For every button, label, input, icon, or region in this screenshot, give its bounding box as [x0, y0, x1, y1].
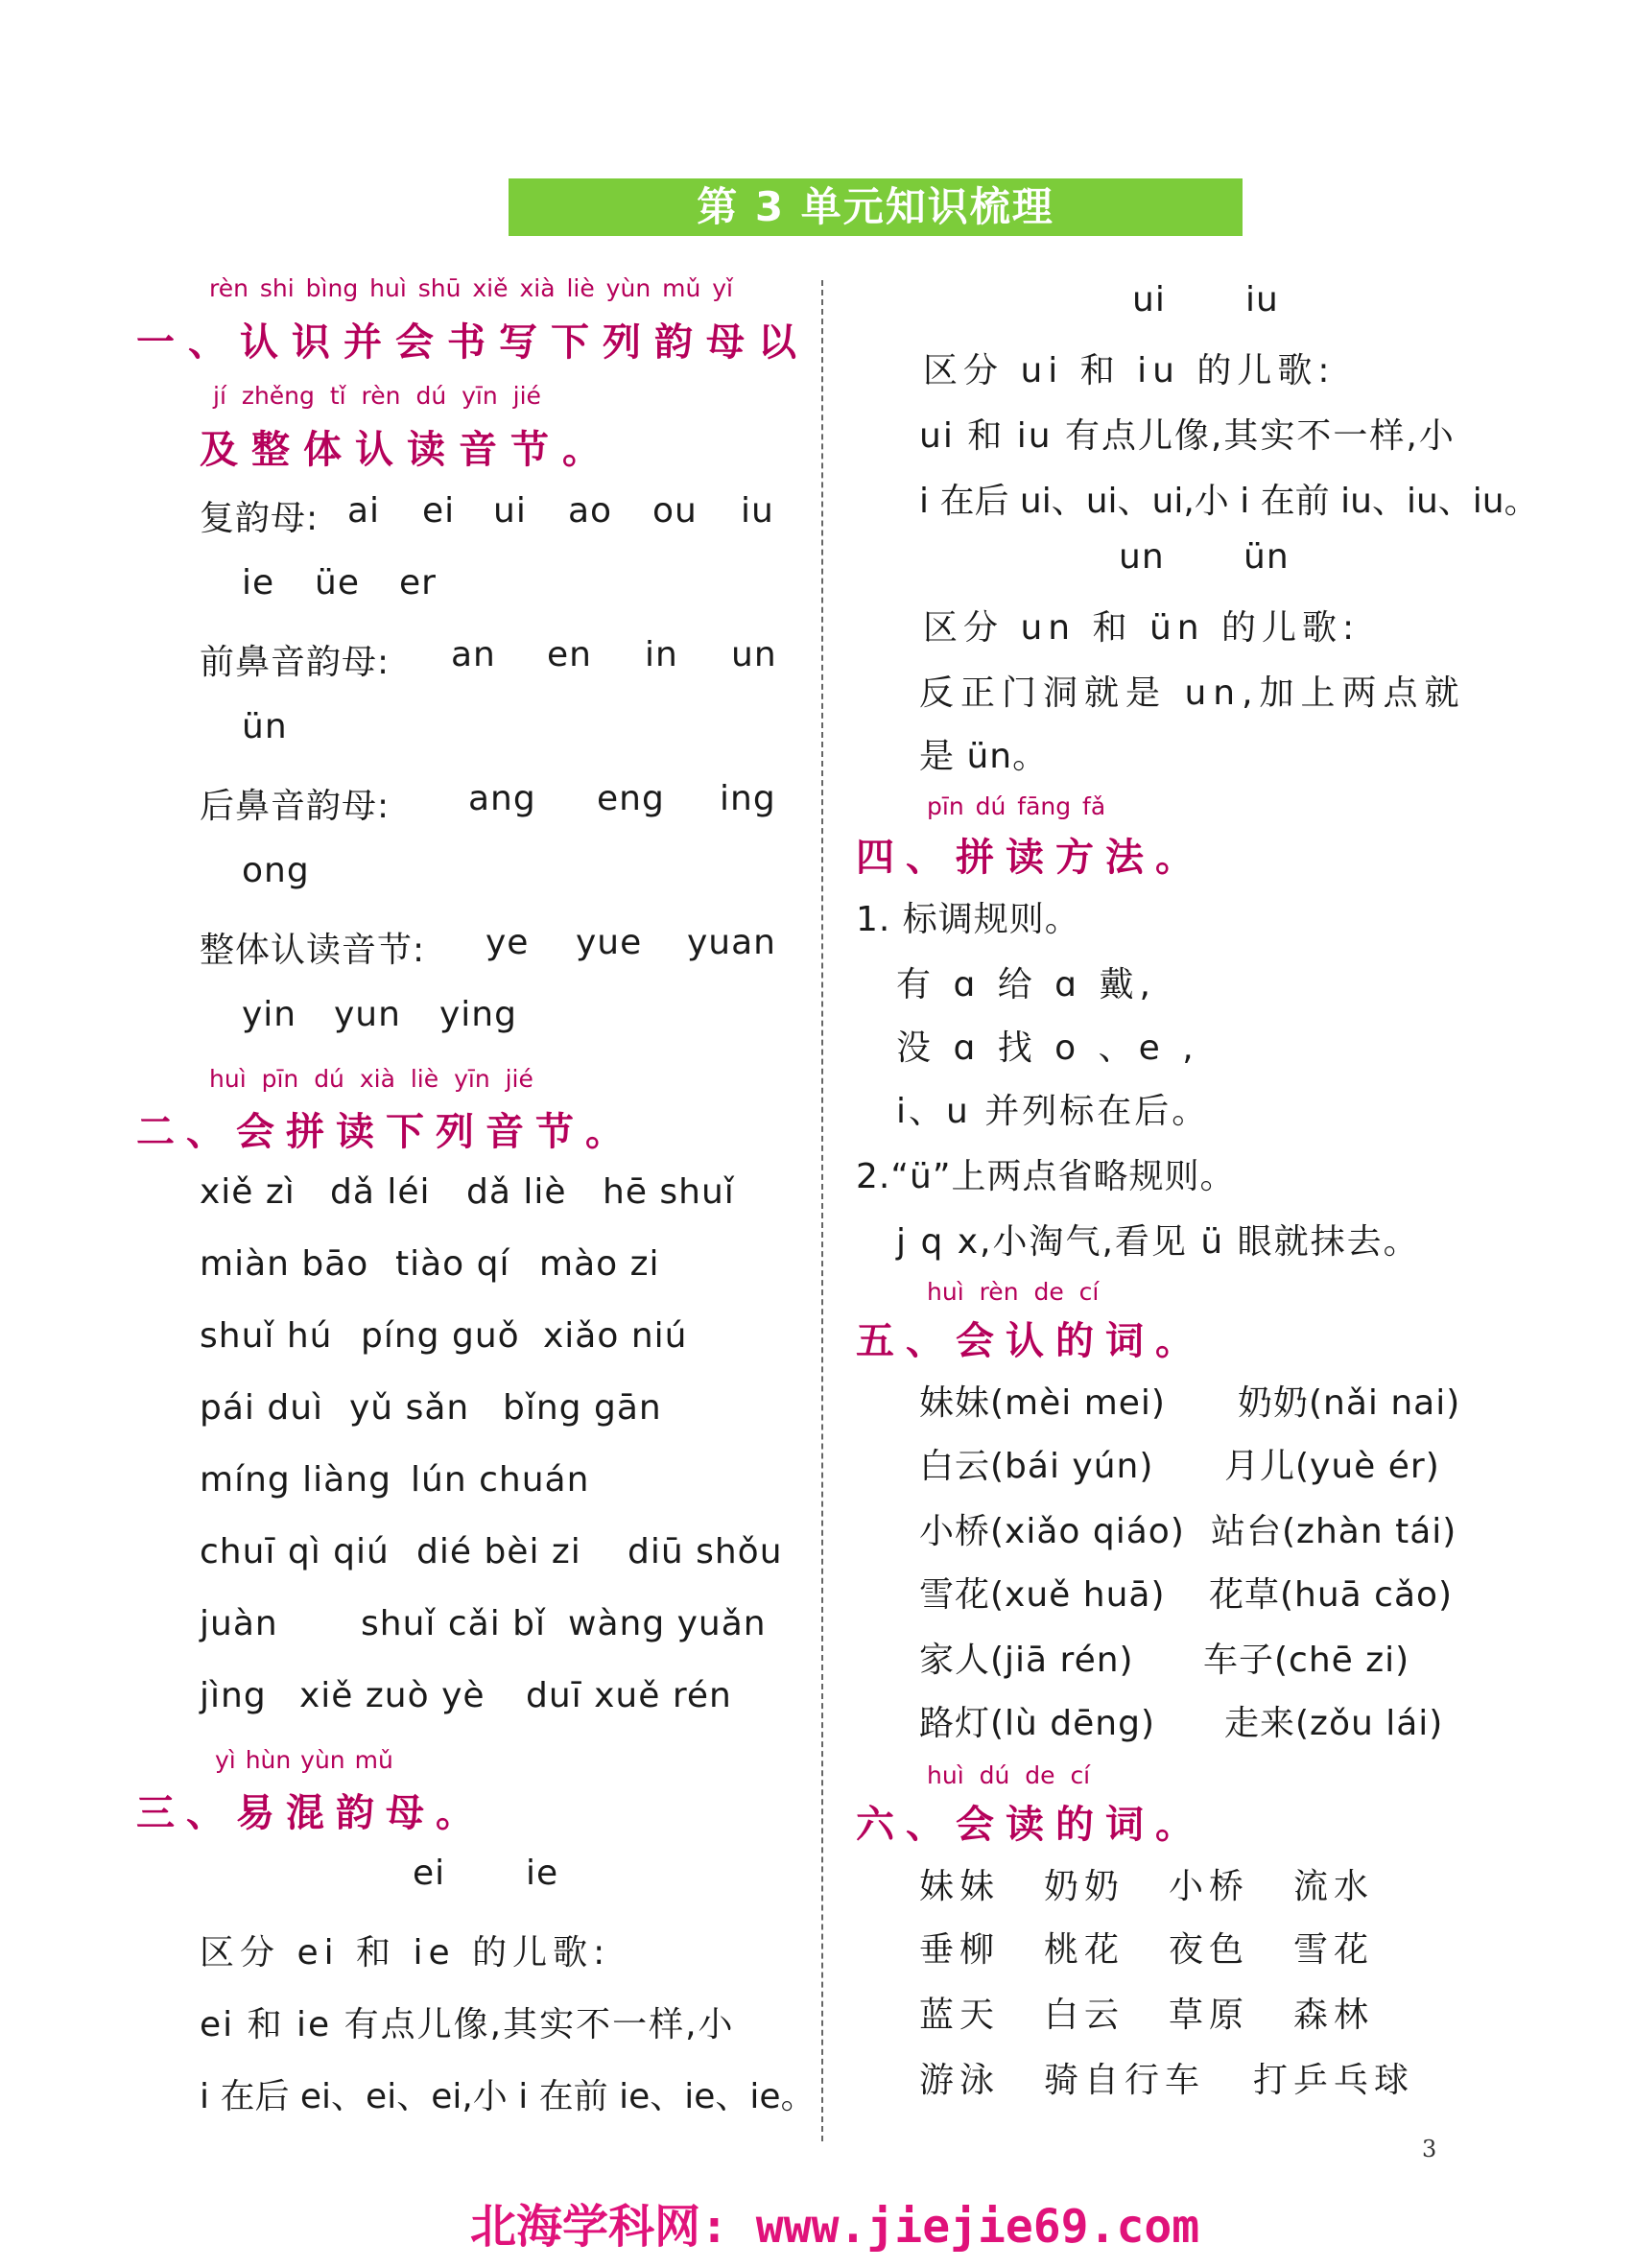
pair3-intro: 区分 un 和 ün 的儿歌: [923, 608, 1361, 648]
pair2-line1: ui 和 iu 有点儿像,其实不一样,小 [919, 416, 1456, 456]
fuyunmu-item: üe [315, 563, 360, 602]
syllable: dǎ liè [466, 1172, 567, 1212]
rule-item-2: 2.“ü”上两点省略规则。 [856, 1157, 1236, 1196]
syllable: mào zi [539, 1244, 660, 1284]
word-item: 打乒乓球 [1253, 2061, 1415, 2100]
section4-heading: 四、拼读方法。 [856, 836, 1205, 880]
zhengti-item: ye [485, 923, 530, 962]
fuyunmu-item: ai [347, 491, 381, 531]
pair2-line2: i 在后 ui、ui、ui,小 i 在前 iu、iu、iu。 [919, 482, 1539, 521]
rule-line: j q x,小淘气,看见 ü 眼就抹去。 [896, 1222, 1420, 1262]
fuyunmu-item: ie [242, 563, 275, 602]
word-item: 蓝天 [919, 1996, 1001, 2035]
syllable: xiǎo niú [543, 1316, 688, 1356]
section3-heading: 三、易混韵母。 [136, 1791, 485, 1835]
qianbi-label: 前鼻音韵母: [200, 643, 391, 682]
footer-watermark[interactable]: 北海学科网: www.jiejie69.com [470, 2200, 1200, 2254]
fuyunmu-item: ei [422, 491, 456, 531]
word-item: 妹妹 [919, 1867, 1001, 1906]
word-item: 花草(huā cǎo) [1209, 1575, 1454, 1615]
qianbi-item: en [547, 635, 592, 674]
word-item: 小桥 [1169, 1867, 1250, 1906]
houbi-item: eng [597, 779, 665, 818]
syllable: xiě zuò yè [299, 1676, 485, 1715]
word-item: 森林 [1293, 1996, 1375, 2035]
pair1-line1: ei 和 ie 有点儿像,其实不一样,小 [200, 2005, 735, 2044]
word-item: 雪花(xuě huā) [919, 1575, 1166, 1615]
word-item: 流水 [1293, 1867, 1375, 1906]
word-item: 车子(chē zi) [1203, 1641, 1410, 1680]
page-number: 3 [1422, 2136, 1437, 2162]
fuyunmu-label: 复韵母: [200, 499, 320, 538]
syllable: hē shuǐ [603, 1172, 735, 1212]
pair-item: ün [1243, 537, 1290, 577]
section1-heading-1: 一、认识并会书写下列韵母以 [136, 320, 810, 365]
word-item: 草原 [1169, 1996, 1250, 2035]
word-item: 站台(zhàn tái) [1211, 1512, 1457, 1551]
rule-line: i、u 并列标在后。 [896, 1092, 1210, 1131]
zhengti-label: 整体认读音节: [200, 931, 426, 970]
section1-pinyin-2: jí zhěng tǐ rèn dú yīn jié [213, 382, 541, 410]
word-item: 骑自行车 [1044, 2061, 1206, 2100]
houbi-item: ing [720, 779, 776, 818]
pair-item: ei [413, 1854, 446, 1893]
word-item: 奶奶(nǎi nai) [1238, 1383, 1461, 1423]
section1-heading-2: 及整体认读音节。 [200, 428, 614, 472]
section2-heading: 二、会拼读下列音节。 [136, 1110, 635, 1154]
syllable: bǐng gān [503, 1388, 662, 1428]
qianbi-item: an [451, 635, 496, 674]
word-item: 游泳 [919, 2061, 1001, 2100]
section2-pinyin: huì pīn dú xià liè yīn jié [209, 1065, 533, 1093]
syllable: chuī qì qiú [200, 1532, 390, 1571]
section6-heading: 六、会读的词。 [856, 1803, 1205, 1847]
syllable: yǔ sǎn [349, 1388, 470, 1428]
rule-item-1: 1. 标调规则。 [856, 900, 1080, 939]
qianbi-item: un [731, 635, 777, 674]
column-divider [821, 280, 823, 2141]
fuyunmu-item: iu [741, 491, 774, 531]
syllable: miàn bāo [200, 1244, 369, 1284]
pair1-line2: i 在后 ei、ei、ei,小 i 在前 ie、ie、ie。 [200, 2077, 816, 2116]
section5-pinyin: huì rèn de cí [927, 1278, 1100, 1306]
syllable: píng guǒ [361, 1316, 520, 1356]
zhengti-item: yun [334, 995, 401, 1034]
section6-pinyin: huì dú de cí [927, 1761, 1091, 1789]
word-item: 夜色 [1169, 1930, 1250, 1970]
houbi-label: 后鼻音韵母: [200, 787, 391, 826]
section4-pinyin: pīn dú fāng fǎ [927, 792, 1106, 820]
houbi-item: ong [242, 851, 310, 890]
pair2-intro: 区分 ui 和 iu 的儿歌: [923, 351, 1336, 390]
word-item: 家人(jiā rén) [919, 1641, 1134, 1680]
title-banner [509, 178, 1243, 236]
syllable: dǎ léi [330, 1172, 431, 1212]
pair-item: ui [1132, 280, 1166, 319]
word-item: 雪花 [1293, 1930, 1375, 1970]
syllable: xiě zì [200, 1172, 296, 1212]
pair-item: un [1119, 537, 1165, 577]
word-item: 白云(bái yún) [919, 1447, 1154, 1486]
word-item: 奶奶 [1044, 1867, 1125, 1906]
syllable: dié bèi zi [416, 1532, 581, 1571]
word-item: 妹妹(mèi mei) [919, 1383, 1166, 1423]
syllable: shuǐ hú [200, 1316, 333, 1356]
fuyunmu-item: ui [493, 491, 527, 531]
pair-item: iu [1245, 280, 1279, 319]
pair1-intro: 区分 ei 和 ie 的儿歌: [200, 1933, 611, 1973]
zhengti-item: ying [439, 995, 517, 1034]
fuyunmu-item: ou [652, 491, 698, 531]
zhengti-item: yuan [687, 923, 776, 962]
syllable: juàn [200, 1604, 278, 1643]
word-item: 走来(zǒu lái) [1224, 1704, 1444, 1743]
word-item: 小桥(xiǎo qiáo) [919, 1512, 1185, 1551]
section3-pinyin: yì hùn yùn mǔ [215, 1746, 393, 1774]
syllable: míng liàng [200, 1460, 391, 1500]
pair-item: ie [526, 1854, 559, 1893]
pair3-line2: 是 ün。 [919, 737, 1049, 776]
syllable: wàng yuǎn [568, 1604, 767, 1643]
syllable: lún chuán [411, 1460, 590, 1500]
section1-pinyin: rèn shi bìng huì shū xiě xià liè yùn mǔ yǐ [209, 274, 733, 302]
fuyunmu-item: ao [568, 491, 613, 531]
word-item: 桃花 [1044, 1930, 1125, 1970]
syllable: pái duì [200, 1388, 324, 1428]
qianbi-item: in [645, 635, 678, 674]
syllable: jìng [200, 1676, 267, 1715]
qianbi-item: ün [242, 707, 288, 746]
syllable: duī xuě rén [526, 1676, 732, 1715]
fuyunmu-item: er [399, 563, 437, 602]
pair3-line1: 反正门洞就是 un,加上两点就 [919, 673, 1466, 713]
word-item: 白云 [1044, 1996, 1125, 2035]
houbi-item: ang [468, 779, 536, 818]
rule-line: 没 ɑ 找 o 、e , [896, 1028, 1199, 1068]
syllable: tiào qí [395, 1244, 510, 1284]
word-item: 月儿(yuè ér) [1224, 1447, 1440, 1486]
section5-heading: 五、会认的词。 [856, 1319, 1205, 1363]
syllable: shuǐ cǎi bǐ [361, 1604, 546, 1643]
page-title: 第 3 单元知识梳理 [697, 183, 1054, 230]
zhengti-item: yue [576, 923, 643, 962]
word-item: 垂柳 [919, 1930, 1001, 1970]
syllable: diū shǒu [628, 1532, 783, 1571]
zhengti-item: yin [242, 995, 297, 1034]
word-item: 路灯(lù dēng) [919, 1704, 1156, 1743]
rule-line: 有 ɑ 给 ɑ 戴, [896, 965, 1156, 1004]
